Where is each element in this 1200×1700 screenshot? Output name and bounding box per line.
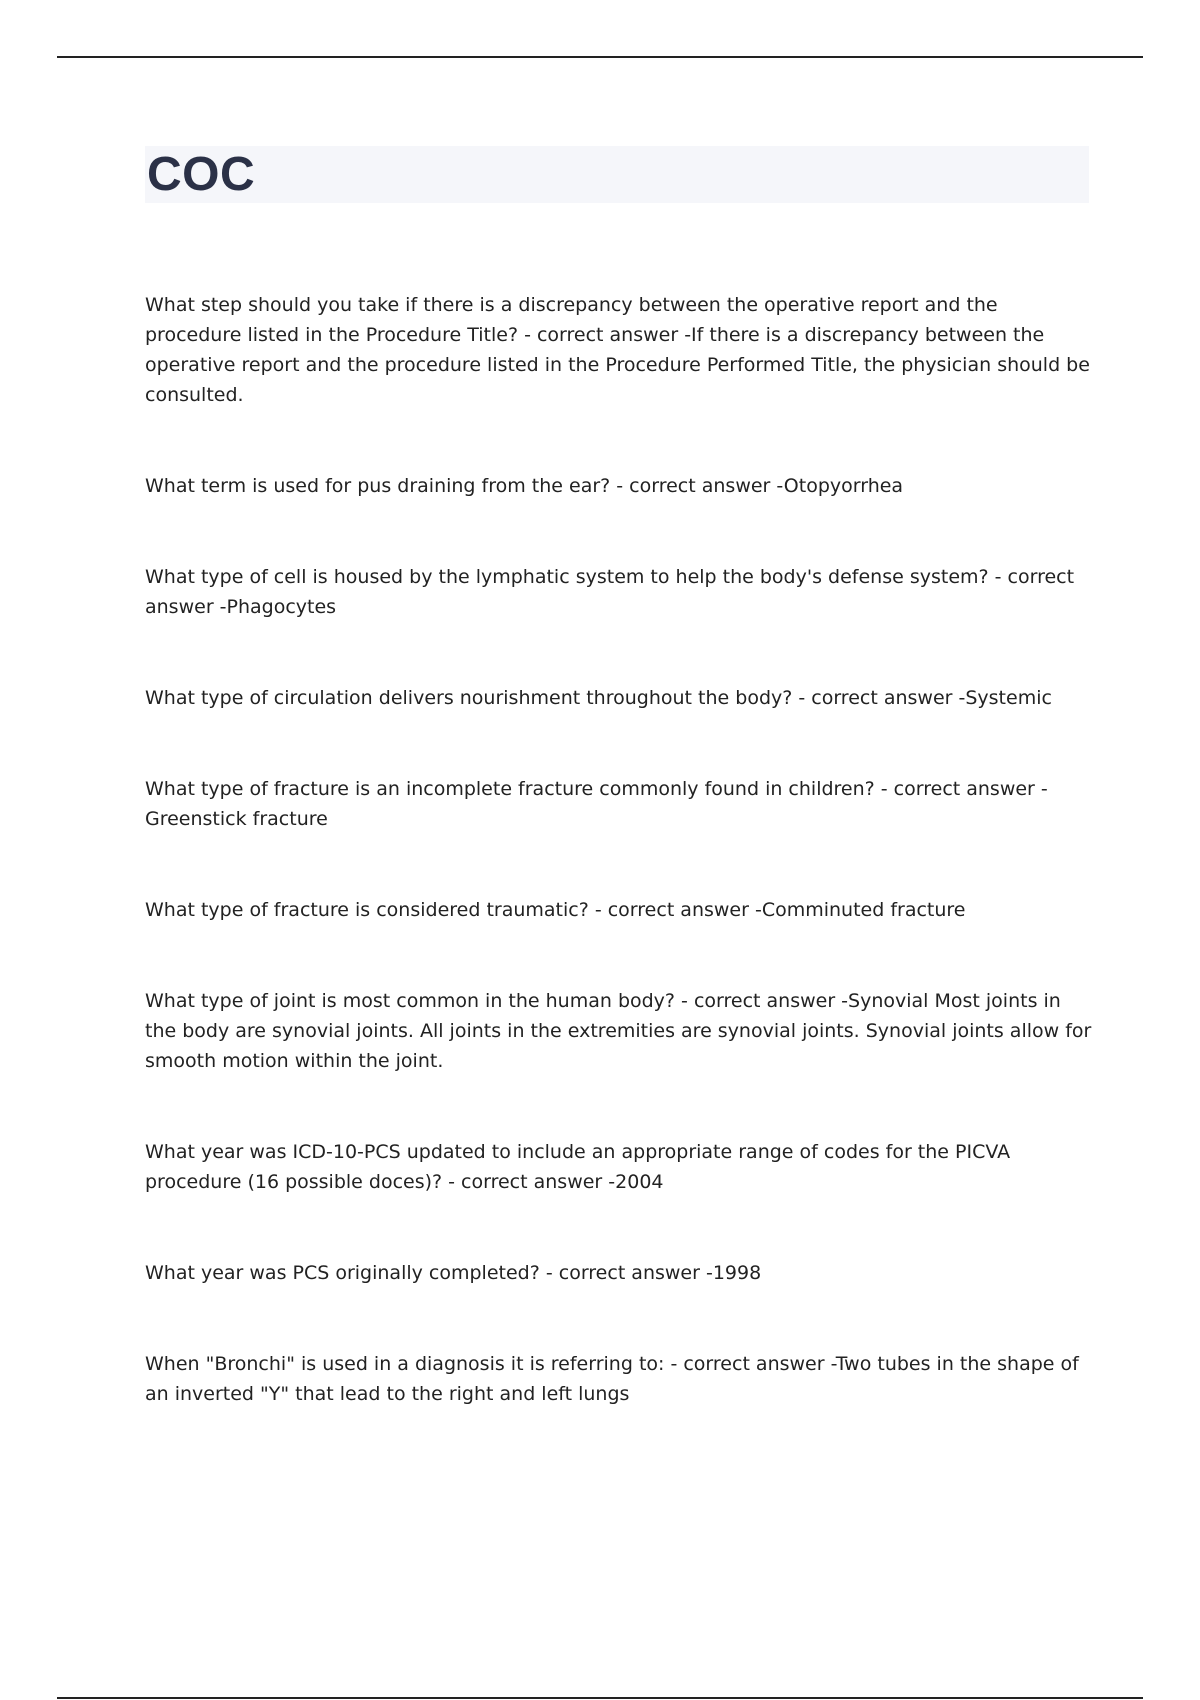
- qa-item: What type of fracture is an incomplete fracture commonly found in children? - correct answer -Greenstick fracture: [145, 778, 1048, 830]
- qa-item: What step should you take if there is a discrepancy between the operative report and the procedure listed in the Procedure Title? - correct answer -If there is a discrepancy between the operative report and the procedure listed in the Procedure Performed Title, the physician should be consulted.: [145, 294, 1090, 406]
- qa-item: What type of fracture is considered traumatic? - correct answer -Comminuted fracture: [145, 899, 966, 921]
- top-divider: [57, 56, 1143, 58]
- qa-item: What term is used for pus draining from the ear? - correct answer -Otopyorrhea: [145, 475, 904, 497]
- qa-list: [145, 290, 1095, 1409]
- document-title: COC: [147, 148, 256, 201]
- qa-item: What year was PCS originally completed? - correct answer -1998: [145, 1262, 762, 1284]
- qa-item: When "Bronchi" is used in a diagnosis it is referring to: - correct answer -Two tubes in the shape of an inverted "Y" that lead to the right and left lungs: [145, 1353, 1079, 1405]
- title-band: [145, 146, 1089, 203]
- qa-item: What year was ICD-10-PCS updated to include an appropriate range of codes for the PICVA procedure (16 possible doces)? - correct answer -2004: [145, 1141, 1011, 1193]
- qa-item: What type of circulation delivers nourishment throughout the body? - correct answer -Systemic: [145, 687, 1052, 709]
- qa-item: What type of cell is housed by the lymphatic system to help the body's defense system? - correct answer -Phagocytes: [145, 566, 1075, 618]
- qa-item: What type of joint is most common in the human body? - correct answer -Synovial Most joints in the body are synovial joints. All joints in the extremities are synovial joints. Synovial joints allow for smooth motion within the joint.: [145, 990, 1092, 1072]
- bottom-divider: [57, 1697, 1143, 1699]
